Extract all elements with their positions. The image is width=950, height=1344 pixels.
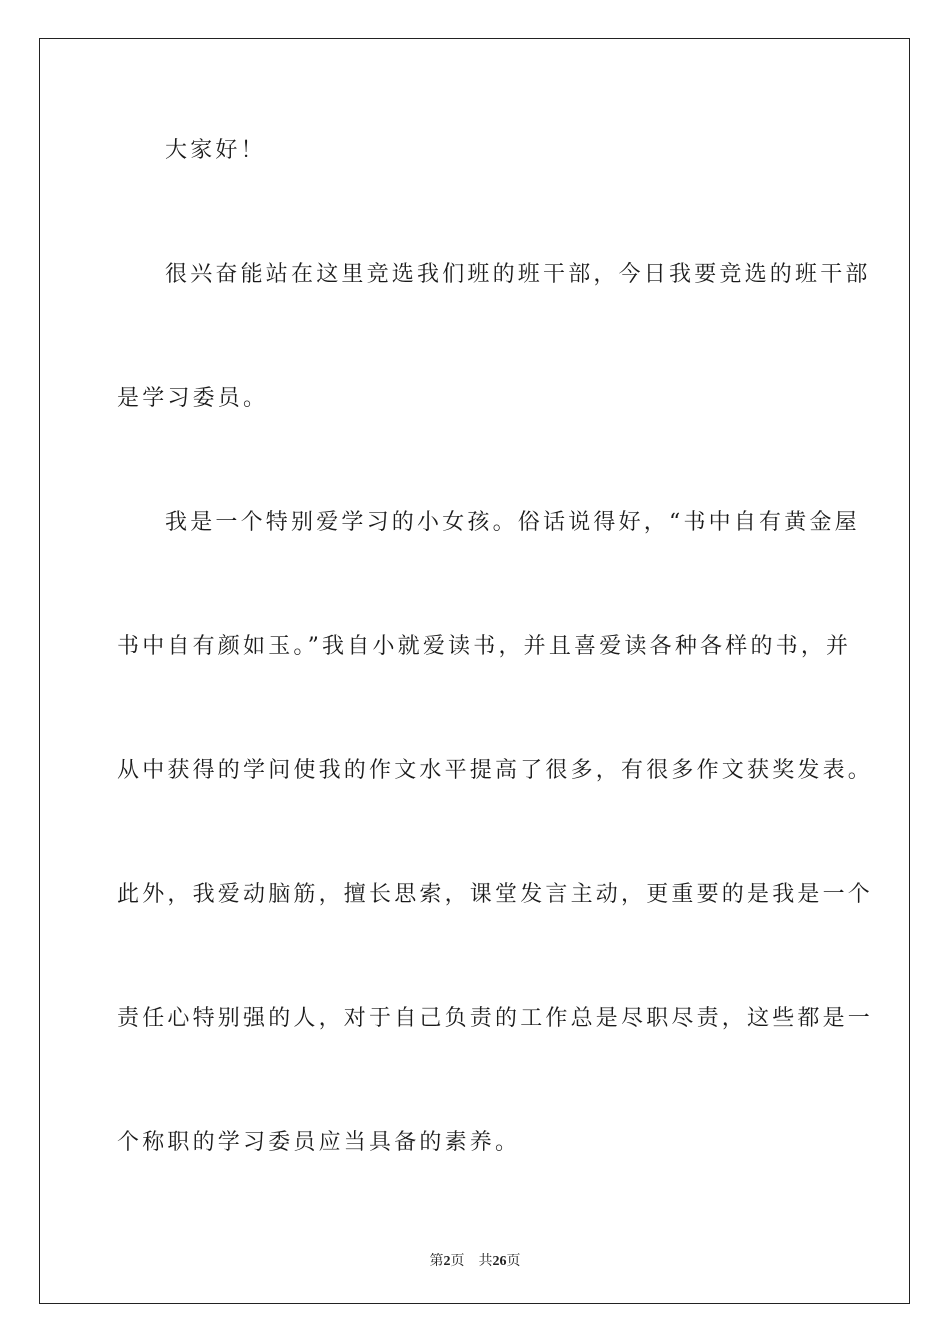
paragraph-line: 我是一个特别爱学习的小女孩。俗话说得好，“书中自有黄金屋 bbox=[165, 510, 860, 535]
current-page-number: 2 bbox=[443, 1254, 451, 1269]
paragraph-line: 责任心特别强的人，对于自己负责的工作总是尽职尽责，这些都是一 bbox=[117, 1006, 874, 1031]
page-footer bbox=[0, 1250, 950, 1270]
footer-page-suffix: 页 bbox=[450, 1254, 465, 1269]
page-border bbox=[39, 38, 910, 1304]
footer-total-suffix: 页 bbox=[506, 1254, 521, 1269]
paragraph-line: 是学习委员。 bbox=[117, 386, 269, 411]
paragraph-line: 书中自有颜如玉。”我自小就爱读书，并且喜爱读各种各样的书，并 bbox=[117, 634, 852, 659]
paragraph-line: 此外，我爱动脑筋，擅长思索，课堂发言主动，更重要的是我是一个 bbox=[117, 882, 874, 907]
greeting-line: 大家好！ bbox=[165, 138, 266, 163]
footer-total-prefix: 共 bbox=[478, 1254, 493, 1269]
footer-prefix: 第 bbox=[429, 1254, 444, 1269]
total-pages-number: 26 bbox=[492, 1254, 507, 1269]
paragraph-line: 从中获得的学问使我的作文水平提高了很多，有很多作文获奖发表。 bbox=[117, 758, 874, 783]
paragraph-line: 个称职的学习委员应当具备的素养。 bbox=[117, 1130, 521, 1155]
paragraph-line: 很兴奋能站在这里竞选我们班的班干部，今日我要竞选的班干部 bbox=[165, 262, 871, 287]
